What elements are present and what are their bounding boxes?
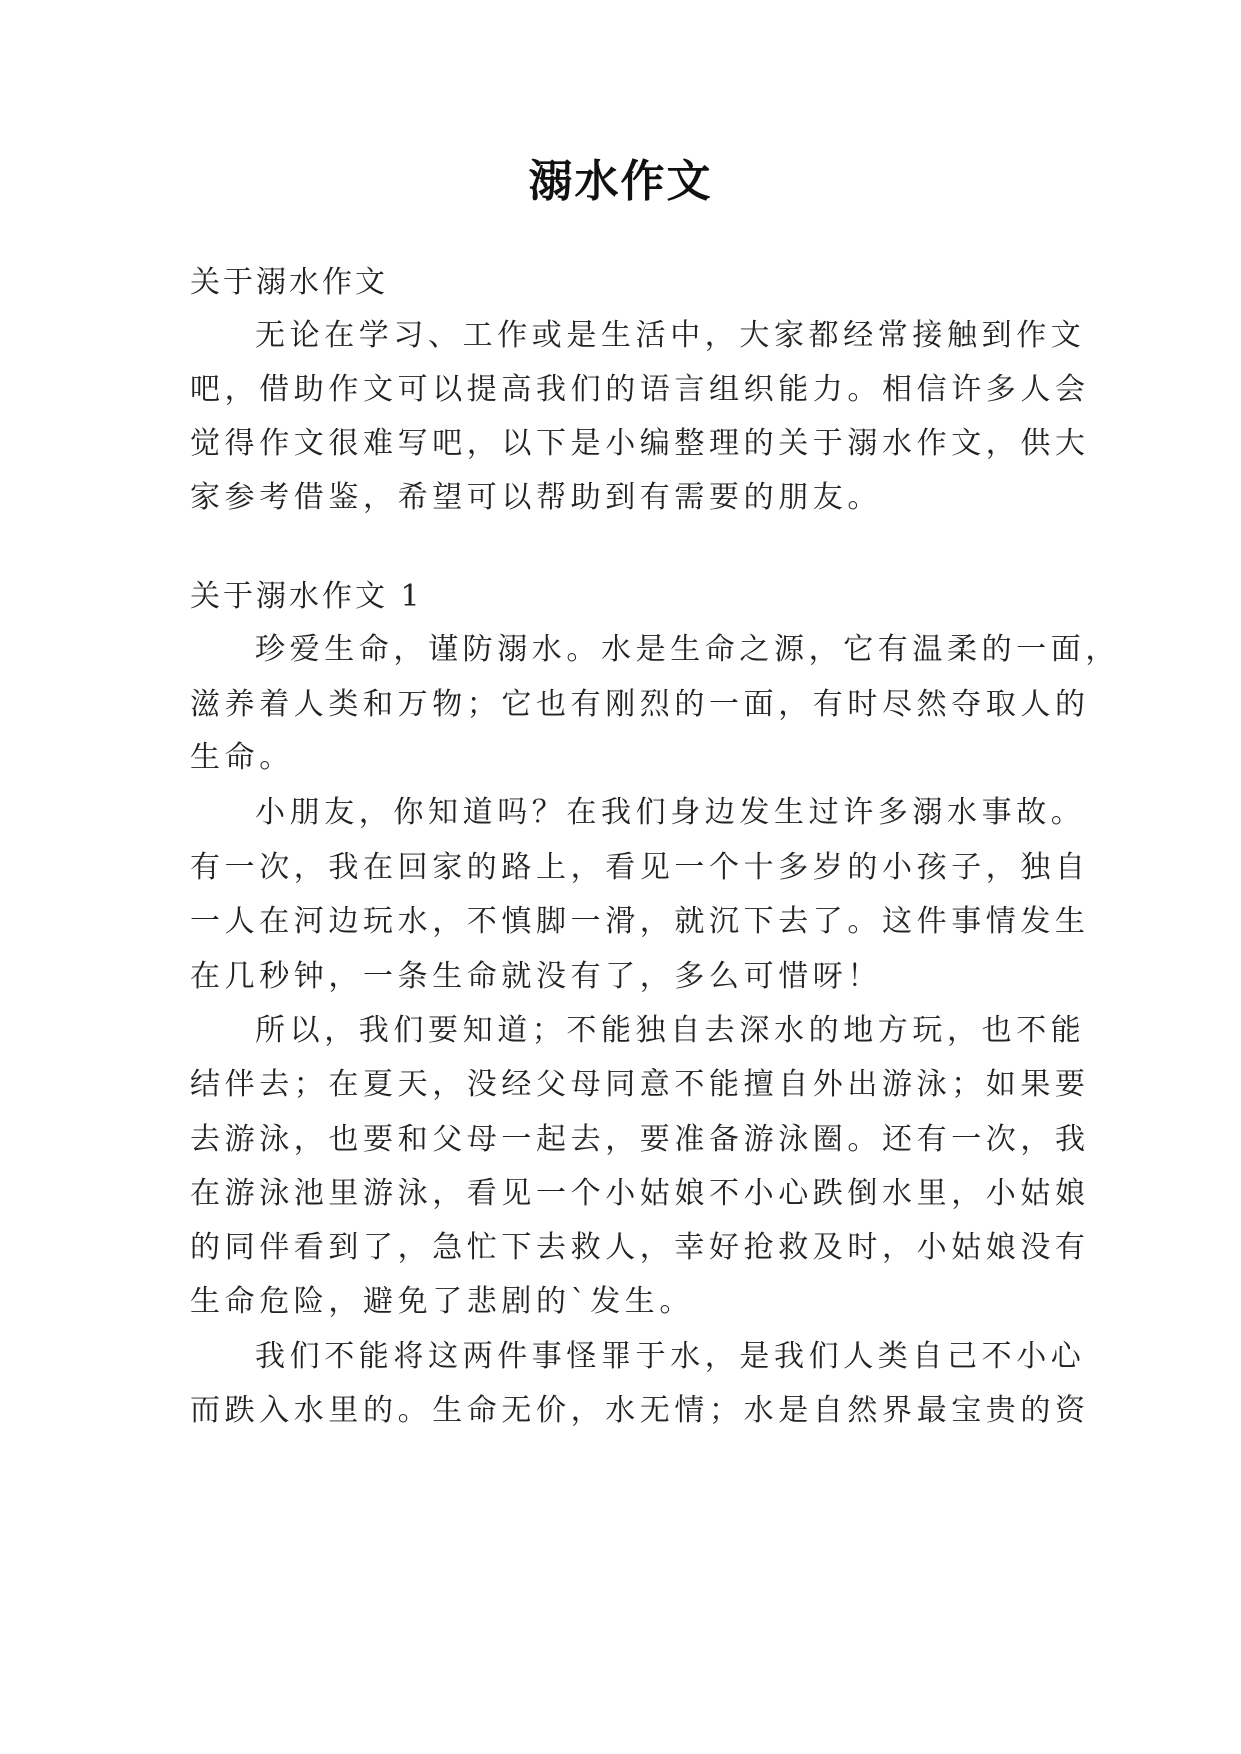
intro-line-1: 无论在学习、工作或是生活中，大家都经常接触到作文 (255, 318, 1086, 353)
paragraph2-line-3: 一人在河边玩水，不慎脚一滑，就沉下去了。这件事情发生 (190, 904, 1090, 939)
paragraph2-line-4: 在几秒钟，一条生命就没有了，多么可惜呀！ (190, 959, 882, 994)
paragraph4-line-1: 我们不能将这两件事怪罪于水，是我们人类自己不小心 (255, 1339, 1086, 1374)
paragraph4-line-2: 而跌入水里的。生命无价，水无情；水是自然界最宝贵的资 (190, 1393, 1090, 1428)
paragraph3-line-6: 生命危险，避免了悲剧的`发生。 (190, 1284, 694, 1319)
paragraph2-line-1: 小朋友，你知道吗？在我们身边发生过许多溺水事故。 (255, 795, 1086, 830)
intro-heading: 关于溺水作文 (190, 265, 388, 300)
intro-line-3: 觉得作文很难写吧，以下是小编整理的关于溺水作文，供大 (190, 426, 1090, 461)
paragraph1-line-2: 滋养着人类和万物；它也有刚烈的一面，有时尽然夺取人的 (190, 687, 1090, 722)
paragraph3-line-1: 所以，我们要知道；不能独自去深水的地方玩，也不能 (255, 1013, 1086, 1048)
paragraph1-line-3: 生命。 (190, 740, 294, 775)
paragraph2-line-2: 有一次，我在回家的路上，看见一个十多岁的小孩子，独自 (190, 850, 1090, 885)
section-heading: 关于溺水作文 1 (190, 579, 423, 614)
paragraph1-line-1: 珍爱生命，谨防溺水。水是生命之源，它有温柔的一面， (255, 632, 1120, 667)
paragraph3-line-5: 的同伴看到了，急忙下去救人，幸好抢救及时，小姑娘没有 (190, 1230, 1090, 1265)
document-title: 溺水作文 (528, 156, 713, 207)
intro-line-4: 家参考借鉴，希望可以帮助到有需要的朋友。 (190, 480, 882, 515)
intro-line-2: 吧，借助作文可以提高我们的语言组织能力。相信许多人会 (190, 372, 1090, 407)
paragraph3-line-3: 去游泳，也要和父母一起去，要准备游泳圈。还有一次，我 (190, 1122, 1090, 1157)
paragraph3-line-2: 结伴去；在夏天，没经父母同意不能擅自外出游泳；如果要 (190, 1067, 1090, 1102)
paragraph3-line-4: 在游泳池里游泳，看见一个小姑娘不小心跌倒水里，小姑娘 (190, 1176, 1090, 1211)
